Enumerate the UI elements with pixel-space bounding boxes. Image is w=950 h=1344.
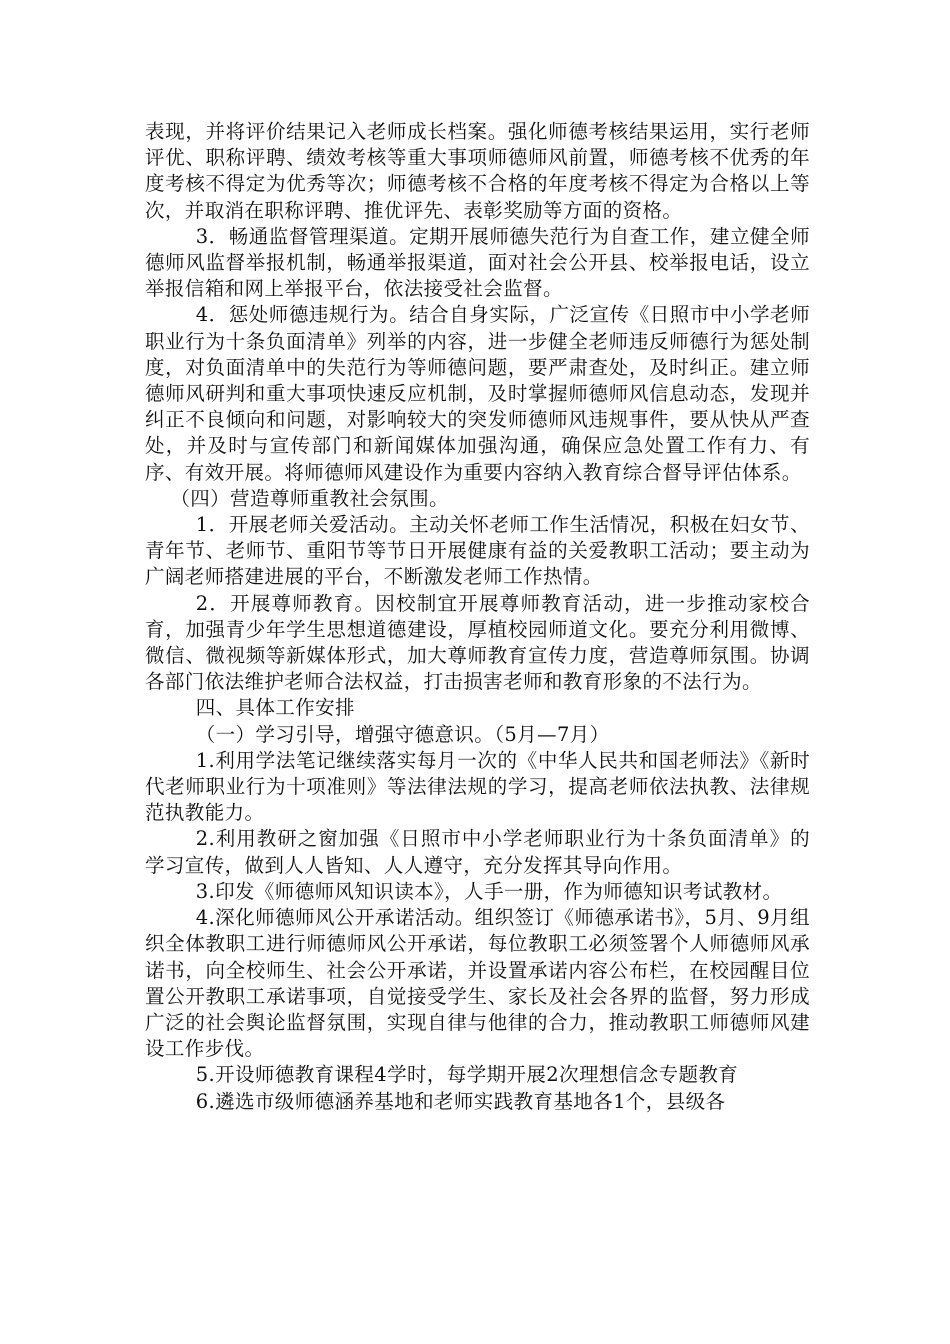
paragraph-item-6: 6.遴选市级师德涵养基地和老师实践教育基地各1个，县级各: [195, 1089, 726, 1113]
section-heading-work-arrangement: 四、具体工作安排: [195, 696, 355, 720]
paragraph-supervision-channels: 3．畅通监督管理渠道。定期开展师德失范行为自查工作，建立健全师德师风监督举报机制，畅通举报渠道，面对社会公开县、校举报电话，设立举报信箱和网上举报平台，依法接受社会监督。: [145, 224, 810, 301]
paragraph-item-5: 5.开设师德教育课程4学时，每学期开展2次理想信念专题教育: [195, 1063, 739, 1087]
paragraph-respect-education: 2．开展尊师教育。因校制宜开展尊师教育活动，进一步推动家校合育，加强青少年学生思想道德建设，厚植校园师道文化。要充分利用微博、微信、微视频等新媒体形式，加大尊师教育宣传力度，营造尊师氛围。协调各部门依法维护老师合法权益，打击损害老师和教育形象的不法行为。: [145, 591, 810, 694]
paragraph-item-4: 4.深化师德师风公开承诺活动。组织签订《师德承诺书》，5月、9月组织全体教职工进行师德师风公开承诺，每位教职工必须签署个人师德师风承诺书，向全校师生、社会公开承诺，并设置承诺内容公布栏，在校园醒目位置公开教职工承诺事项，自觉接受学生、家长及社会各界的监督，努力形成广泛的社会舆论监督氛围，实现自律与他律的合力，推动教职工师德师风建设工作步伐。: [145, 906, 810, 1061]
section-heading-respect-atmosphere: （四）营造尊师重教社会氛围。: [170, 486, 449, 510]
document-body: [145, 119, 810, 1115]
paragraph-item-3: 3.印发《师德师风知识读本》，人手一册，作为师德知识考试教材。: [195, 879, 783, 903]
paragraph-item-1: 1.利用学法笔记继续落实每月一次的《中华人民共和国老师法》《新时代老师职业行为十项准则》等法律法规的学习，提高老师依法执教、法律规范执教能力。: [145, 748, 810, 825]
subsection-heading-learning: （一）学习引导，增强守德意识。（5月—7月）: [195, 722, 610, 746]
paragraph-teacher-care: 1．开展老师关爱活动。主动关怀老师工作生活情况，积极在妇女节、青年节、老师节、重阳节等节日开展健康有益的关爱教职工活动；要主动为广阔老师搭建进展的平台，不断激发老师工作热情。: [145, 513, 810, 589]
paragraph-item-2: 2.利用教研之窗加强《日照市中小学老师职业行为十条负面清单》的学习宣传，做到人人皆知、人人遵守，充分发挥其导向作用。: [145, 827, 810, 877]
paragraph-punish-violations: 4．惩处师德违规行为。结合自身实际，广泛宣传《日照市中小学老师职业行为十条负面清单》列举的内容，进一步健全老师违反师德行为惩处制度，对负面清单中的失范行为等师德问题，要严肃查处，及时纠正。建立师德师风研判和重大事项快速反应机制，及时掌握师德师风信息动态，发现并纠正不良倾向和问题，对影响较大的突发师德师风违规事件，要从快从严查处，并及时与宣传部门和新闻媒体加强沟通，确保应急处置工作有力、有序、有效开展。将师德师风建设作为重要内容纳入教育综合督导评估体系。: [145, 303, 810, 484]
paragraph-assessment-results: 表现，并将评价结果记入老师成长档案。强化师德考核结果运用，实行老师评优、职称评聘、绩效考核等重大事项师德师风前置，师德考核不优秀的年度考核不得定为优秀等次；师德考核不合格的年度考核不得定为合格以上等次，并取消在职称评聘、推优评先、表彰奖励等方面的资格。: [145, 120, 810, 222]
